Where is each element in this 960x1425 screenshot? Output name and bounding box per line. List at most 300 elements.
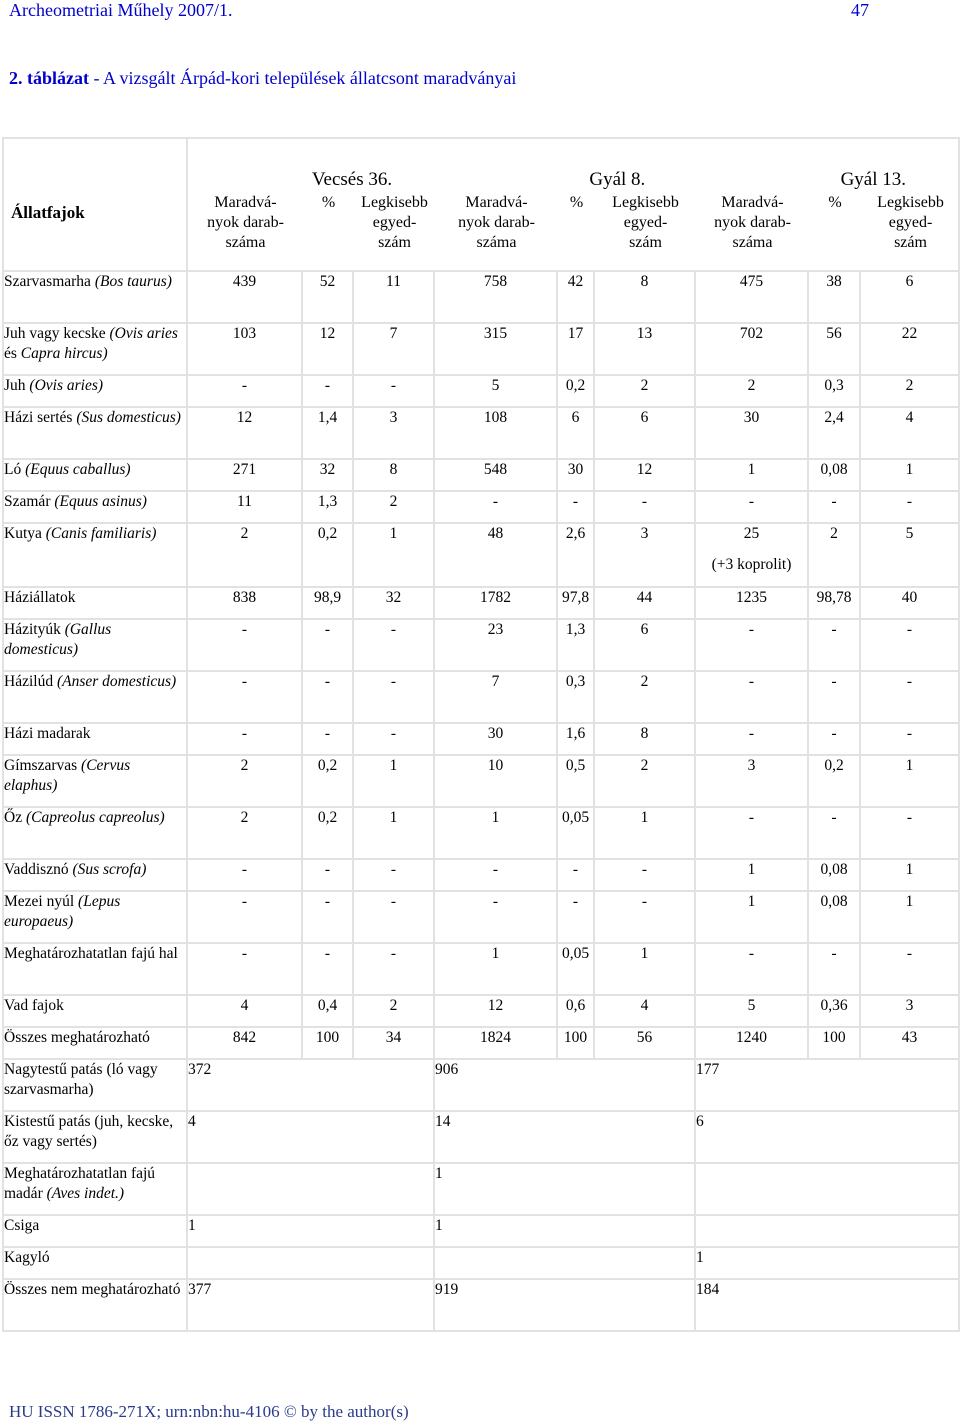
species-name: Házilúd xyxy=(4,673,54,690)
value-cell xyxy=(594,995,695,1027)
cell-value: 271 xyxy=(232,461,257,478)
cell-value: 8 xyxy=(640,725,649,742)
value-cell xyxy=(353,459,434,491)
cell-value: 2 xyxy=(905,377,914,394)
value-cell xyxy=(302,755,353,807)
cell-value: 758 xyxy=(483,273,508,290)
value-cell xyxy=(557,859,594,891)
species-name: Ló xyxy=(4,461,22,478)
column-header-line: Legkisebb xyxy=(361,194,428,211)
table-body xyxy=(3,138,959,1331)
value-cell xyxy=(353,271,434,323)
value-cell xyxy=(434,587,557,619)
cell-value: - xyxy=(572,493,579,510)
value-cell xyxy=(302,587,353,619)
table-row xyxy=(3,891,959,943)
cell-value: - xyxy=(906,621,913,638)
cell-value: - xyxy=(324,377,331,394)
species-name: Vaddisznó xyxy=(4,861,69,878)
value-cell xyxy=(695,459,808,491)
value-cell xyxy=(302,807,353,859)
column-header-line: Legkisebb xyxy=(877,194,944,211)
value-cell xyxy=(695,1027,808,1059)
value-cell xyxy=(557,1027,594,1059)
value-cell xyxy=(860,1027,959,1059)
cell-value: 2 xyxy=(747,377,756,394)
cell-value: 1240 xyxy=(736,1029,767,1046)
value-cell xyxy=(434,723,557,755)
value-cell xyxy=(187,523,302,587)
value-cell xyxy=(434,1163,695,1215)
cell-value: - xyxy=(831,673,837,690)
cell-value: - xyxy=(572,893,579,910)
table-row xyxy=(3,375,959,407)
table-row xyxy=(3,807,959,859)
value-cell xyxy=(434,891,557,943)
value-cell xyxy=(302,375,353,407)
cell-value: 2 xyxy=(240,809,249,826)
cell-value: 6 xyxy=(905,273,914,290)
cell-value: 1 xyxy=(491,945,500,962)
value-cell xyxy=(187,1215,434,1247)
value-cell xyxy=(860,619,959,671)
cell-value: 30 xyxy=(567,461,584,478)
species-name: Szamár xyxy=(4,493,51,510)
column-header-line: nyok darab- xyxy=(714,214,791,231)
cell-value: 2 xyxy=(830,525,838,542)
table-row xyxy=(3,1027,959,1059)
species-cell xyxy=(3,491,187,523)
value-cell xyxy=(434,375,557,407)
value-cell xyxy=(187,407,302,459)
value-cell xyxy=(695,1163,959,1215)
cell-value: 2 xyxy=(240,525,249,542)
cell-value: - xyxy=(831,621,837,638)
value-cell xyxy=(594,619,695,671)
value-cell xyxy=(434,859,557,891)
table-row xyxy=(3,459,959,491)
value-cell xyxy=(187,619,302,671)
species-cell xyxy=(3,891,187,943)
value-cell xyxy=(187,1059,434,1111)
location-vecses-36: Vecsés 36. xyxy=(311,169,393,190)
cell-value: 6 xyxy=(640,409,649,426)
value-cell xyxy=(557,375,594,407)
column-header-line: száma xyxy=(225,234,266,251)
cell-value: 838 xyxy=(232,589,257,606)
value-cell xyxy=(187,459,302,491)
cell-value: 0,08 xyxy=(820,461,848,478)
cell-value: - xyxy=(831,809,837,826)
location-header-row xyxy=(188,139,958,190)
value-cell xyxy=(860,375,959,407)
value-cell xyxy=(434,459,557,491)
value-cell xyxy=(353,671,434,723)
cell-value: 0,2 xyxy=(824,757,844,774)
species-latin-name: (Equus asinus) xyxy=(54,493,147,510)
value-cell xyxy=(187,587,302,619)
species-cell xyxy=(3,523,187,587)
value-cell xyxy=(808,619,860,671)
species-latin-name: (Capreolus capreolus) xyxy=(25,809,165,826)
value-cell xyxy=(860,859,959,891)
value-cell xyxy=(860,995,959,1027)
table-row xyxy=(3,1111,959,1163)
cell-value: 2 xyxy=(240,757,249,774)
footer-issn: HU ISSN 1786-271X; urn:nbn:hu-4106 © by the author(s) xyxy=(9,1402,409,1421)
value-cell xyxy=(187,1247,434,1279)
value-cell xyxy=(808,375,860,407)
value-cell xyxy=(594,587,695,619)
cell-value: 1 xyxy=(905,757,914,774)
value-cell xyxy=(353,995,434,1027)
value-cell xyxy=(434,943,557,995)
value-cell xyxy=(434,1111,695,1163)
value-cell xyxy=(808,587,860,619)
value-cell xyxy=(434,755,557,807)
cell-value: 48 xyxy=(487,525,504,542)
cell-value: - xyxy=(324,893,331,910)
cell-value: 13 xyxy=(636,325,653,342)
cell-value: 1 xyxy=(389,809,398,826)
value-cell xyxy=(187,995,302,1027)
value-cell xyxy=(695,1111,959,1163)
cell-value: 1235 xyxy=(736,589,767,606)
column-header xyxy=(558,190,595,253)
value-cell xyxy=(695,1279,959,1331)
value-cell xyxy=(860,523,959,587)
table-row xyxy=(3,943,959,995)
value-cell xyxy=(695,1247,959,1279)
value-cell xyxy=(302,859,353,891)
cell-value: - xyxy=(324,861,331,878)
value-cell xyxy=(353,407,434,459)
value-cell xyxy=(695,491,808,523)
table-row xyxy=(3,587,959,619)
value-cell xyxy=(187,323,302,375)
cell-value: 43 xyxy=(901,1029,918,1046)
species-name: Juh xyxy=(4,377,26,394)
cell-value: 17 xyxy=(567,325,584,342)
cell-value: - xyxy=(390,861,397,878)
value-cell xyxy=(557,491,594,523)
value-cell xyxy=(557,943,594,995)
cell-value: 1,3 xyxy=(565,621,586,638)
value-cell xyxy=(695,587,808,619)
cell-value: 10 xyxy=(487,757,504,774)
cell-value: 108 xyxy=(483,409,508,426)
value-cell xyxy=(860,323,959,375)
value-cell xyxy=(557,407,594,459)
value-cell xyxy=(860,807,959,859)
cell-value: 1824 xyxy=(480,1029,511,1046)
value-cell xyxy=(302,459,353,491)
species-cell xyxy=(3,1279,187,1331)
species-cell xyxy=(3,459,187,491)
species-cell xyxy=(3,1059,187,1111)
value-cell xyxy=(860,459,959,491)
species-latin-name: (Canis familiaris) xyxy=(45,525,157,542)
value-cell xyxy=(557,891,594,943)
cell-value: - xyxy=(906,673,913,690)
table-caption-text: - A vizsgált Árpád-kori települések állatcsont maradványai xyxy=(89,68,517,88)
cell-value: 1 xyxy=(905,893,914,910)
species-header-cell xyxy=(3,138,187,271)
value-cell xyxy=(860,943,959,995)
value-cell xyxy=(353,523,434,587)
cell-value: 1 xyxy=(491,809,500,826)
value-cell xyxy=(695,891,808,943)
species-name: Meghatározhatatlan fajú hal xyxy=(4,945,178,962)
cell-value: 100 xyxy=(563,1029,588,1046)
column-header-line: egyed- xyxy=(888,214,933,231)
column-header-line: nyok darab- xyxy=(458,214,535,231)
cell-value: 5 xyxy=(491,377,500,394)
value-cell xyxy=(860,891,959,943)
species-cell xyxy=(3,587,187,619)
value-cell xyxy=(557,459,594,491)
table-row xyxy=(3,723,959,755)
value-cell xyxy=(187,1163,434,1215)
value-cell xyxy=(302,407,353,459)
cell-value: 3 xyxy=(905,997,914,1014)
page-number: 47 xyxy=(851,0,869,20)
cell-value: 103 xyxy=(232,325,257,342)
species-name: Kutya xyxy=(4,525,42,542)
value-cell xyxy=(695,619,808,671)
value-cell xyxy=(808,491,860,523)
cell-value: 7 xyxy=(389,325,398,342)
species-cell xyxy=(3,859,187,891)
value-cell xyxy=(434,671,557,723)
value-cell xyxy=(353,859,434,891)
value-cell xyxy=(557,271,594,323)
cell-value: 177 xyxy=(696,1061,720,1078)
value-cell xyxy=(353,375,434,407)
cell-value: - xyxy=(641,493,648,510)
species-name: Összes nem meghatározható xyxy=(4,1281,181,1298)
cell-value: 98,9 xyxy=(313,589,342,606)
column-header xyxy=(188,190,303,253)
column-header-line: szám xyxy=(629,234,662,251)
cell-value: 2 xyxy=(640,673,649,690)
column-header-line: % xyxy=(828,194,842,211)
cell-value: 2 xyxy=(640,757,649,774)
table-row xyxy=(3,755,959,807)
column-header-line: % xyxy=(569,194,584,211)
value-cell xyxy=(808,523,860,587)
species-cell xyxy=(3,323,187,375)
cell-value: 1 xyxy=(747,893,756,910)
cell-value: 5 xyxy=(747,997,756,1014)
table-caption xyxy=(9,68,516,89)
value-cell xyxy=(808,723,860,755)
cell-value: - xyxy=(906,493,913,510)
cell-value: - xyxy=(572,861,579,878)
cell-value: - xyxy=(641,861,648,878)
species-latin-name: (Sus domesticus) xyxy=(76,409,181,426)
cell-value: - xyxy=(906,725,913,742)
cell-value: 34 xyxy=(385,1029,402,1046)
location-gyal-8: Gyál 8. xyxy=(589,169,646,190)
cell-value: - xyxy=(748,673,755,690)
species-latin-name: (Sus scrofa) xyxy=(72,861,147,878)
table-row xyxy=(3,491,959,523)
cell-value: - xyxy=(241,725,248,742)
value-cell xyxy=(860,755,959,807)
value-cell xyxy=(594,755,695,807)
value-cell xyxy=(302,323,353,375)
cell-value: 184 xyxy=(696,1281,720,1298)
value-cell xyxy=(434,1215,695,1247)
value-cell xyxy=(594,1027,695,1059)
cell-value: - xyxy=(641,893,648,910)
cell-value: 52 xyxy=(319,273,336,290)
cell-value: 0,36 xyxy=(820,997,848,1014)
value-cell xyxy=(434,323,557,375)
cell-value: - xyxy=(241,673,248,690)
value-cell xyxy=(695,1059,959,1111)
species-latin-name: (Ovis aries) xyxy=(29,377,104,394)
cell-value: 100 xyxy=(315,1029,340,1046)
cell-value: - xyxy=(831,493,837,510)
value-cell xyxy=(302,723,353,755)
value-cell xyxy=(860,671,959,723)
cell-value: 475 xyxy=(739,273,764,290)
cell-value: - xyxy=(906,945,913,962)
column-header-row xyxy=(188,190,958,253)
cell-value: 1,3 xyxy=(317,493,338,510)
cell-value: 56 xyxy=(826,325,842,342)
value-cell xyxy=(557,523,594,587)
cell-value: - xyxy=(748,809,755,826)
cell-value: 1 xyxy=(435,1165,443,1182)
value-cell xyxy=(187,723,302,755)
value-cell xyxy=(434,619,557,671)
value-cell xyxy=(695,723,808,755)
cell-value: 56 xyxy=(636,1029,653,1046)
header-row xyxy=(3,138,959,271)
cell-value: - xyxy=(390,377,397,394)
cell-value: - xyxy=(390,621,397,638)
column-header xyxy=(595,190,696,253)
species-cell xyxy=(3,1247,187,1279)
cell-value: 97,8 xyxy=(561,589,590,606)
species-name: Szarvasmarha xyxy=(4,273,91,290)
cell-value: 1782 xyxy=(480,589,511,606)
species-latin-name: (Lepus europaeus) xyxy=(4,893,121,930)
value-cell xyxy=(353,587,434,619)
table-row xyxy=(3,523,959,587)
value-cell xyxy=(860,491,959,523)
value-cell xyxy=(808,323,860,375)
value-cell xyxy=(695,755,808,807)
value-cell xyxy=(302,943,353,995)
value-cell xyxy=(808,671,860,723)
cell-value: 3 xyxy=(747,757,756,774)
value-cell xyxy=(695,995,808,1027)
value-cell xyxy=(353,619,434,671)
cell-value: 32 xyxy=(319,461,336,478)
value-cell xyxy=(594,375,695,407)
species-cell xyxy=(3,271,187,323)
cell-value: 6 xyxy=(640,621,649,638)
cell-value: 2 xyxy=(389,493,398,510)
value-cell xyxy=(860,723,959,755)
species-name: Vad fajok xyxy=(4,997,64,1014)
cell-value: 0,6 xyxy=(565,997,586,1014)
value-cell xyxy=(594,491,695,523)
cell-value: 906 xyxy=(435,1061,459,1078)
value-cell xyxy=(353,943,434,995)
column-header-line: Maradvá- xyxy=(721,194,784,211)
column-header-line: szám xyxy=(894,234,927,251)
value-cell xyxy=(594,943,695,995)
cell-value: 8 xyxy=(640,273,649,290)
value-cell xyxy=(302,271,353,323)
value-cell xyxy=(594,723,695,755)
value-cell xyxy=(594,323,695,375)
value-cell xyxy=(557,755,594,807)
species-cell xyxy=(3,755,187,807)
cell-value: 377 xyxy=(188,1281,212,1298)
species-cell xyxy=(3,671,187,723)
species-latin-name: (Gallus domesticus) xyxy=(4,621,112,658)
cell-value: 42 xyxy=(567,273,584,290)
value-cell xyxy=(353,1027,434,1059)
table-row xyxy=(3,271,959,323)
cell-value: 0,5 xyxy=(565,757,586,774)
species-cell xyxy=(3,1027,187,1059)
species-name: Házi sertés xyxy=(4,409,73,426)
cell-value: 1 xyxy=(640,945,649,962)
value-cell xyxy=(187,755,302,807)
value-cell xyxy=(353,891,434,943)
cell-value: 40 xyxy=(901,589,918,606)
cell-value: 2,4 xyxy=(824,409,844,426)
table-row xyxy=(3,407,959,459)
value-cell xyxy=(353,723,434,755)
value-cell xyxy=(695,323,808,375)
cell-value: 38 xyxy=(826,273,842,290)
value-cell xyxy=(695,271,808,323)
value-cell xyxy=(808,891,860,943)
cell-value: 315 xyxy=(483,325,508,342)
column-header-line: száma xyxy=(732,234,773,251)
value-cell xyxy=(434,491,557,523)
value-cell xyxy=(434,995,557,1027)
cell-value: 842 xyxy=(232,1029,257,1046)
species-name: Nagytestű patás (ló vagy szarvasmarha) xyxy=(4,1061,158,1098)
species-name: Házi madarak xyxy=(4,725,91,742)
cell-value: 0,08 xyxy=(820,893,848,910)
species-name: Kagyló xyxy=(4,1249,50,1266)
species-cell xyxy=(3,1111,187,1163)
cell-value: 0,2 xyxy=(317,809,338,826)
cell-value: 2 xyxy=(640,377,649,394)
value-cell xyxy=(187,1027,302,1059)
species-name: Őz xyxy=(4,809,23,826)
value-cell xyxy=(187,375,302,407)
cell-value: 4 xyxy=(188,1113,196,1130)
value-cell xyxy=(808,459,860,491)
column-header xyxy=(303,190,354,253)
cell-value: - xyxy=(241,861,248,878)
value-cell xyxy=(695,807,808,859)
value-cell xyxy=(434,1027,557,1059)
value-cell xyxy=(557,323,594,375)
cell-value: 548 xyxy=(483,461,508,478)
